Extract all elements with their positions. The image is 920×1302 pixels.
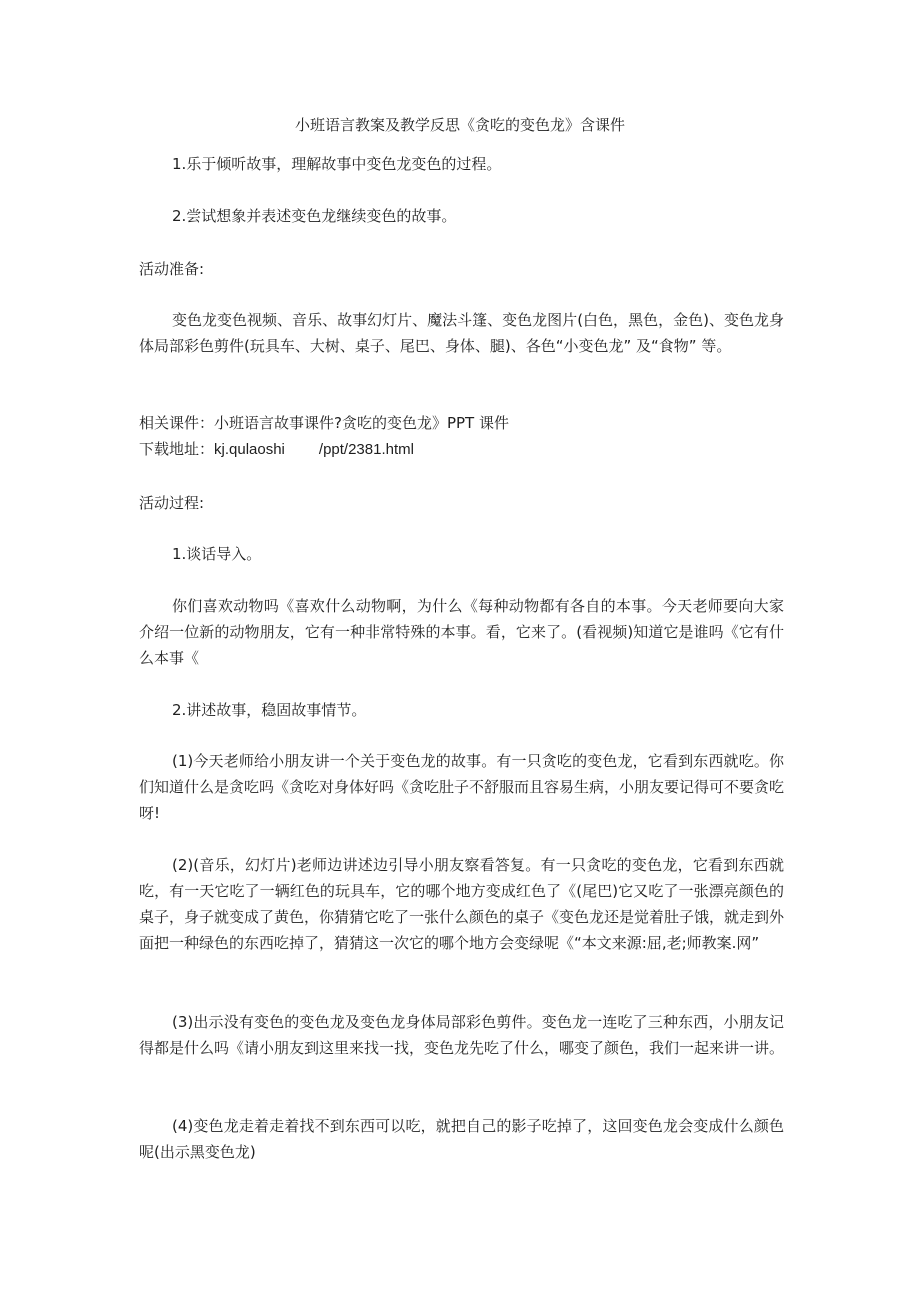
prep-heading: 活动准备:: [139, 260, 205, 278]
step2-item-1: (1)今天老师给小朋友讲一个关于变色龙的故事。有一只贪吃的变色龙，它看到东西就吃。你们知道什么是贪吃吗《贪吃对身体好吗《贪吃肚子不舒服而且容易生病，小朋友要记得可不要贪吃呀!: [139, 752, 785, 822]
goal-2: 2.尝试想象并表述变色龙继续变色的故事。: [172, 207, 457, 225]
related-courseware: 相关课件：小班语言故事课件?贪吃的变色龙》PPT 课件: [139, 414, 509, 432]
prep-text: 变色龙变色视频、音乐、故事幻灯片、魔法斗篷、变色龙图片(白色，黑色，金色)、变色龙身体局部彩色剪件(玩具车、大树、桌子、尾巴、身体、腿)、各色“小变色龙” 及“食物” 等。: [139, 311, 784, 355]
document-title: 小班语言教案及教学反思《贪吃的变色龙》含课件: [294, 116, 625, 134]
step1-heading: 1.谈话导入。: [172, 545, 262, 563]
step1-text: 你们喜欢动物吗《喜欢什么动物啊，为什么《每种动物都有各自的本事。今天老师要向大家介绍一位新的动物朋友，它有一种非常特殊的本事。看，它来了。(看视频)知道它是谁吗《它有什么本事《: [139, 597, 784, 667]
download-label: 下载地址：: [139, 440, 215, 458]
download-url-part1[interactable]: kj.qulaoshi: [214, 441, 285, 458]
download-line: [139, 436, 784, 463]
step2-item-4: (4)变色龙走着走着找不到东西可以吃，就把自己的影子吃掉了，这回变色龙会变成什么颜色呢(出示黑变色龙): [139, 1117, 784, 1161]
step2-item-2: (2)(音乐，幻灯片)老师边讲述边引导小朋友察看答复。有一只贪吃的变色龙，它看到东西就吃，有一天它吃了一辆红色的玩具车，它的哪个地方变成红色了《(尾巴)它又吃了一张漂亮颜色的桌子，身子就变成了黄色，你猜猜它吃了一张什么颜色的桌子《变色龙还是觉着肚子饿，就走到外面把一种绿色的东西吃掉了，猜猜这一次它的哪个地方会变绿呢《“本文来源:屈,老;师教案.网”: [139, 856, 785, 952]
step2-item-3: (3)出示没有变色的变色龙及变色龙身体局部彩色剪件。变色龙一连吃了三种东西，小朋友记得都是什么吗《请小朋友到这里来找一找，变色龙先吃了什么，哪变了颜色，我们一起来讲一讲。: [139, 1013, 785, 1057]
process-heading: 活动过程:: [139, 494, 205, 512]
download-url-part2[interactable]: /ppt/2381.html: [318, 441, 414, 458]
goal-1: 1.乐于倾听故事，理解故事中变色龙变色的过程。: [172, 155, 502, 173]
step2-heading: 2.讲述故事，稳固故事情节。: [172, 701, 367, 719]
